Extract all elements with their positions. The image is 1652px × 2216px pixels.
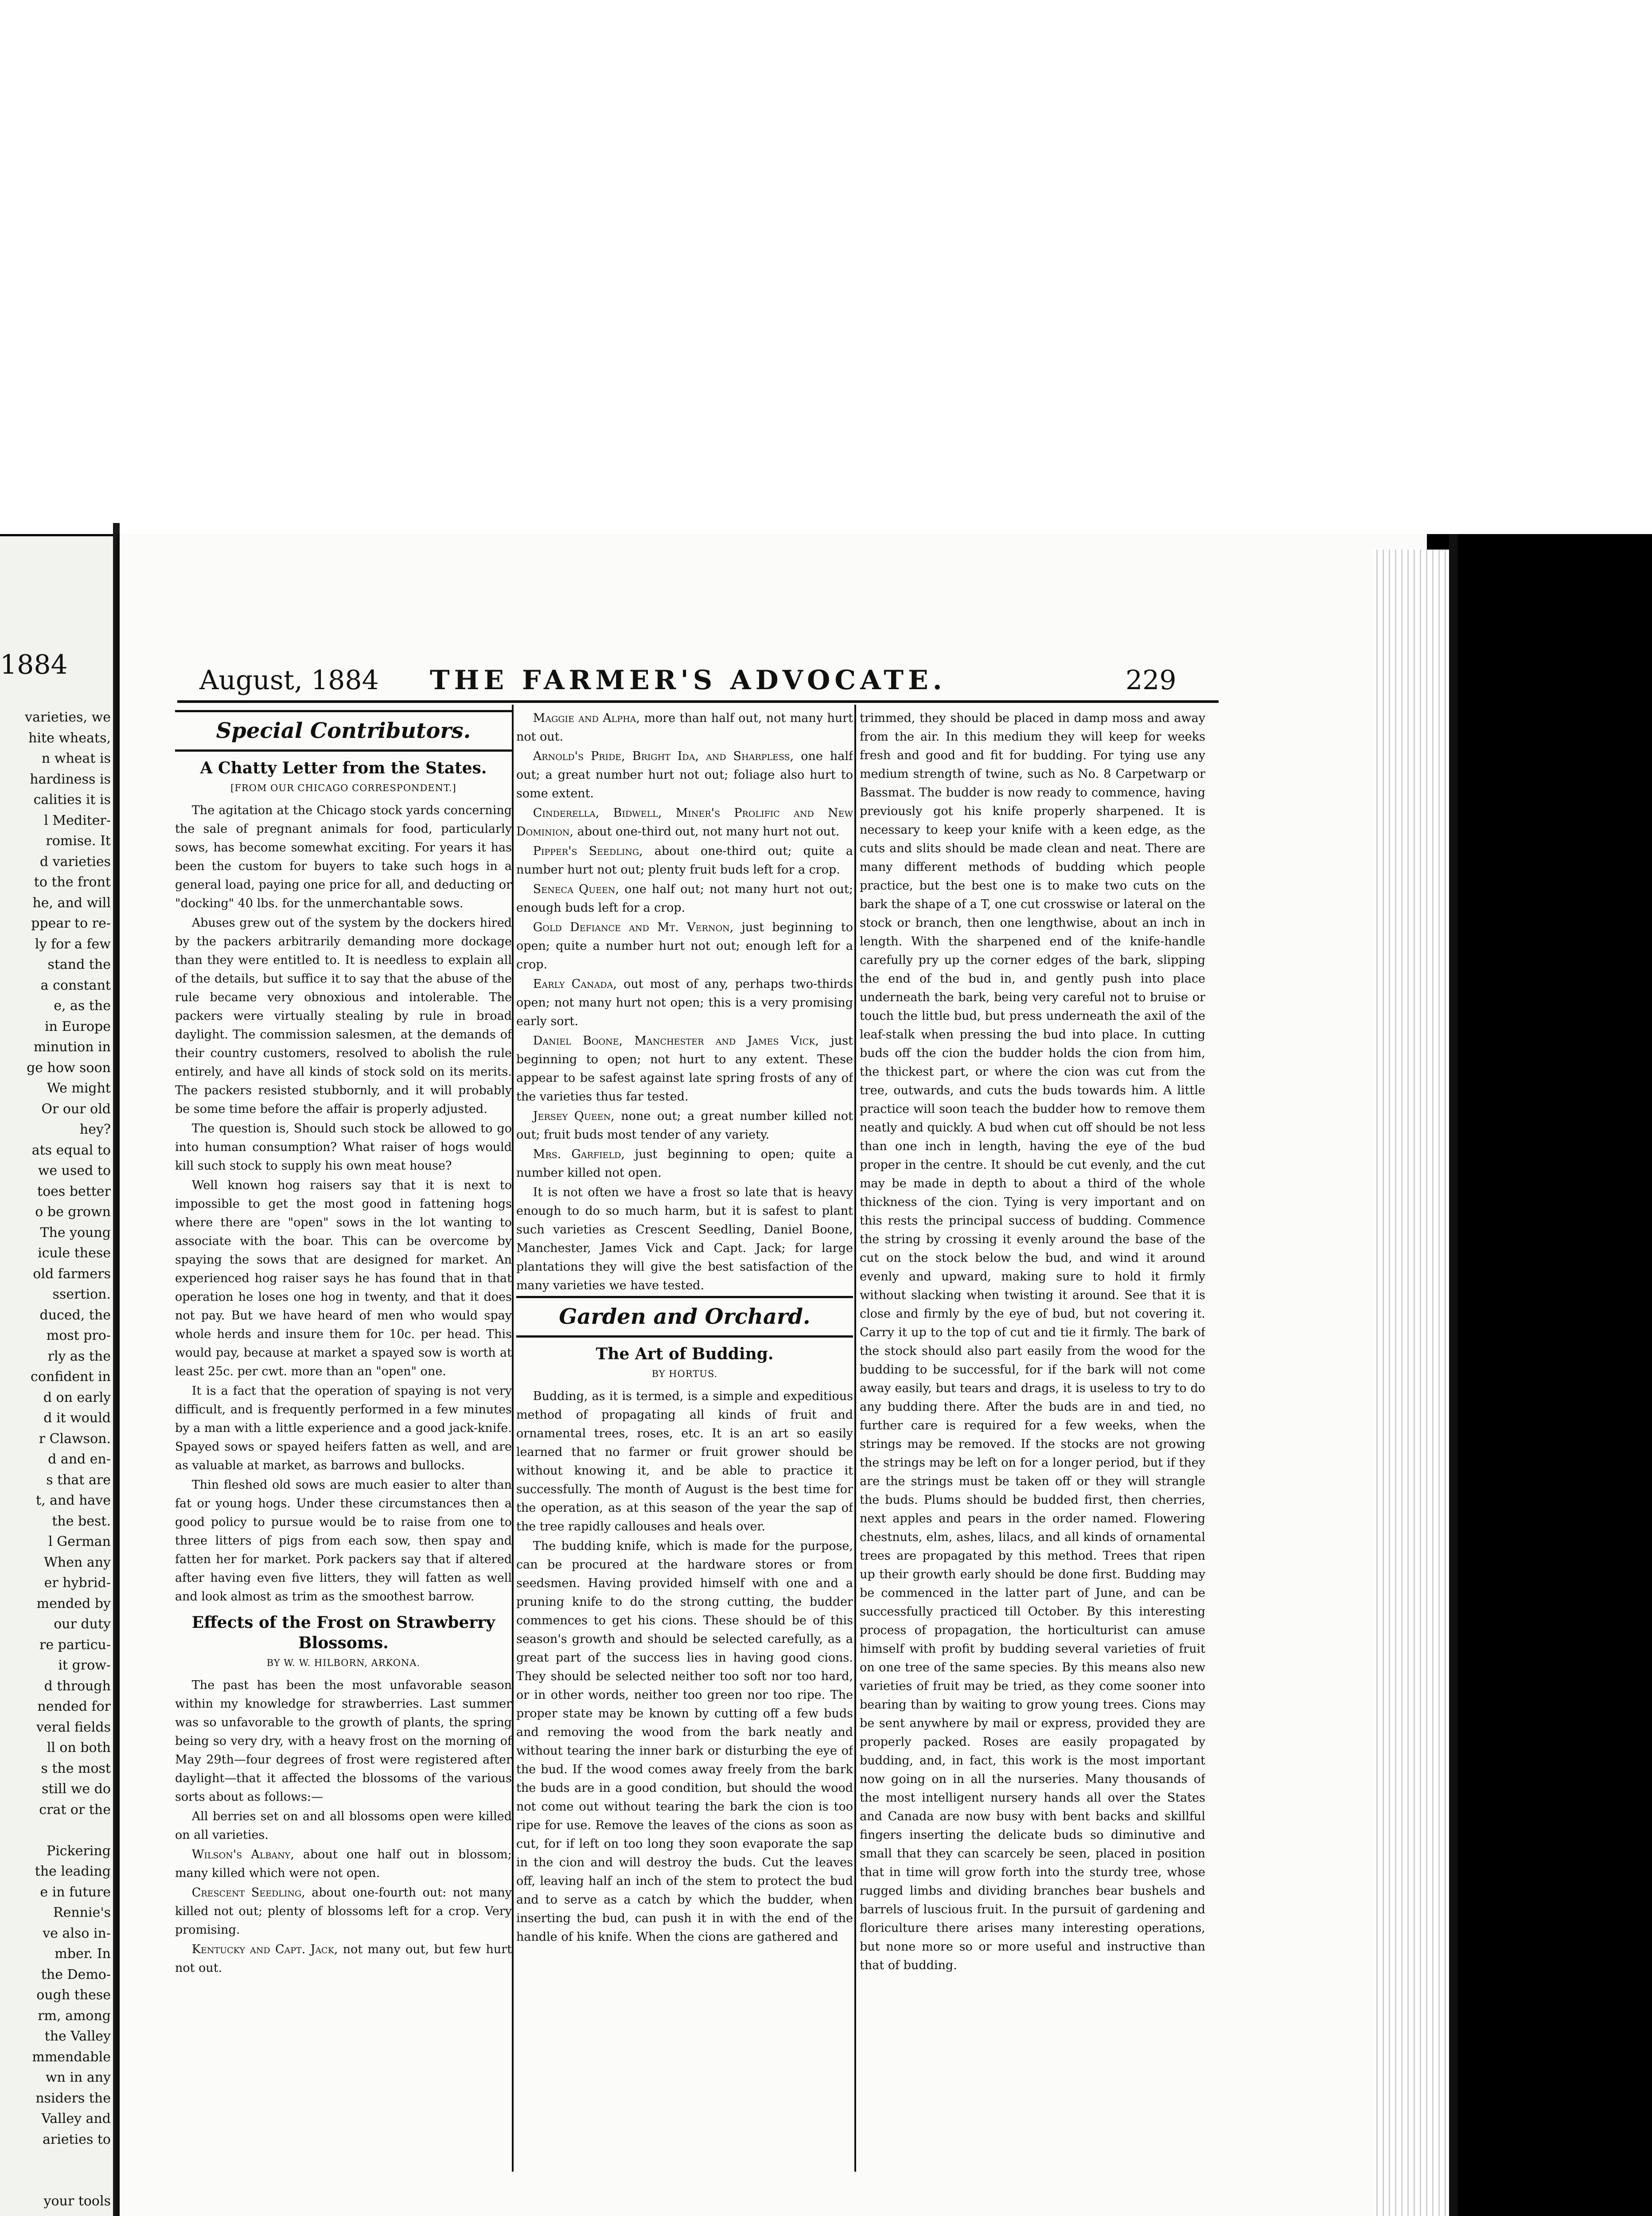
left-page-line: s that are — [46, 1472, 111, 1488]
left-page-line: Pickering — [47, 1843, 111, 1859]
left-page-line: o be grown — [35, 1204, 111, 1220]
left-page-line: icule these — [38, 1245, 111, 1261]
top-margin — [0, 0, 1652, 534]
column-2 — [516, 709, 853, 2158]
variety-name: Jersey Queen, — [533, 1109, 615, 1123]
left-page-line: our duty — [54, 1616, 111, 1632]
left-page-line: stand the — [47, 957, 111, 972]
left-page-line: ge how soon — [27, 1060, 111, 1076]
variety-entry — [516, 975, 853, 1031]
left-page-line: hite wheats, — [28, 730, 111, 746]
variety-entry — [516, 709, 853, 746]
column-rule — [854, 705, 856, 2172]
left-page-line: still we do — [41, 1781, 111, 1797]
header-date: August, 1884 — [199, 665, 379, 696]
left-page-line: ll on both — [47, 1740, 111, 1756]
left-page-line: the Valley — [44, 2029, 111, 2044]
left-page-fragment — [0, 536, 113, 2216]
variety-entry — [516, 918, 853, 974]
article-byline: [FROM OUR CHICAGO CORRESPONDENT.] — [230, 783, 456, 793]
paragraph: Thin fleshed old sows are much easier to alter than fat or young hogs. Under these circumstances then a good policy to pursue would be to raise from one to three litters of pigs from each sow, then spay and fatten her for market. Pork packers say that if altered after having even five litters, they will fatten as well and look almost as trim as the smoothest barrow. — [175, 1478, 512, 1603]
paragraph: The question is, Should such stock be allowed to go into human consumption? What raiser of hogs would kill such stock to supply his own meat house? — [175, 1122, 512, 1173]
variety-note: one half out; a great number hurt not out; foliage also hurt to some extent. — [516, 749, 853, 800]
left-page-line: d varieties — [39, 854, 111, 870]
left-page-line: s the most — [41, 1760, 111, 1776]
left-page-line: l Mediter- — [44, 812, 111, 828]
variety-note: just beginning to open; not hurt to any extent. These appear to be safest against late spring frosts of any of the varieties thus far tested. — [516, 1034, 853, 1104]
article-byline: BY HORTUS. — [651, 1369, 718, 1379]
left-page-line: nended for — [37, 1699, 111, 1714]
left-page-line: in Europe — [44, 1018, 111, 1034]
left-page-line: hardiness is — [30, 771, 111, 787]
left-page-line: ats equal to — [31, 1142, 111, 1158]
variety-name: Mrs. Garfield, — [533, 1147, 625, 1161]
left-page-line: n wheat is — [41, 751, 111, 766]
variety-list — [175, 1845, 512, 1978]
variety-entry — [516, 747, 853, 803]
variety-note: one half out; not many hurt not out; enough buds left for a crop. — [516, 882, 853, 915]
left-page-line: ve also in- — [43, 1925, 111, 1941]
left-page-line: ough these — [36, 1987, 111, 2003]
left-page-line: d and en- — [48, 1451, 111, 1467]
left-page-line: e, as the — [54, 998, 111, 1014]
left-page-line: l German — [48, 1534, 111, 1549]
left-page-line: most pro- — [46, 1328, 111, 1343]
variety-name: Arnold's Pride, Bright Ida, and Sharpless, — [533, 749, 794, 763]
variety-entry — [516, 1145, 853, 1182]
column-rule — [512, 705, 514, 2172]
column-1 — [175, 709, 512, 2158]
left-page-line: hey? — [79, 1122, 111, 1137]
left-page-line: We might — [47, 1081, 111, 1096]
variety-name: Pipper's Seedling, — [533, 844, 643, 858]
variety-entry — [516, 842, 853, 879]
left-page-line: nsiders the — [35, 2090, 111, 2106]
left-page-line: Rennie's — [53, 1905, 111, 1920]
left-page-line: toes better — [37, 1183, 111, 1199]
paragraph: Abuses grew out of the system by the dockers hired by the packers arbitrarily demanding more dockage than they were entitled to. It is needless to explain all of the details, but suffice it to say that the abuse of the rule became very obnoxious and intolerable. The packers were virtually stealing by rule in broad daylight. The commission salesmen, at the demands of their country customers, resolved to abolish the rule entirely, and have all kinds of stock sold on its merits. The packers resisted stubbornly, and it will probably be some time before the affair is properly adjusted. — [175, 916, 512, 1116]
variety-note: about one-third out, not many hurt not out. — [573, 825, 840, 839]
section-heading-special-contributors: Special Contributors. — [175, 710, 512, 752]
left-page-line: d on early — [43, 1389, 111, 1405]
left-page-line: wn in any — [45, 2070, 111, 2085]
left-page-line: varieties, we — [25, 710, 111, 725]
paragraph: The budding knife, which is made for the purpose, can be procured at the hardware stores or from seedsmen. Having provided himself with one and a pruning knife to do the strong cutting, the budder commences to get his cions. These should be of this season's growth and should be selected carefully, as a great part of the success lies in having good cions. They should be selected neither too soft nor too hard, or in other words, neither too green nor too ripe. The proper state may be known by cutting off a few buds and removing the wood from the bark neatly and without tearing the inner bark or disturbing the eye of the bud. If the wood comes away freely from the bark the buds are in a good condition, but should the wood not come out without tearing the bark the cion is too ripe for use. Remove the leaves of the cions as soon as cut, for if left on too long they soon evaporate the sap in the cion and will destroy the buds. Cut the leaves off, leaving half an inch of the stem to protect the bud and to serve as a catch by which the budder, when inserting the bud, can push it in with the end of the handle of his knife. When the cions are gathered and — [516, 1539, 853, 1944]
variety-name: Cinderella, Bidwell, Miner's Prolific and New Dominion, — [516, 806, 853, 839]
left-page-line: r Clawson. — [39, 1431, 111, 1447]
article-body-continued — [860, 709, 1205, 1975]
left-page-line: confident in — [31, 1369, 111, 1385]
left-page-line: rm, among — [38, 2008, 111, 2024]
left-page-line: ssertion. — [52, 1287, 111, 1302]
variety-entry — [516, 1032, 853, 1106]
left-page-line: ppear to re- — [31, 916, 111, 931]
left-page-line: a constant — [40, 977, 111, 993]
variety-name: Daniel Boone, Manchester and James Vick, — [533, 1034, 819, 1048]
left-page-line: The young — [40, 1225, 111, 1241]
left-page-line: we used to — [38, 1163, 111, 1178]
paragraph: All berries set on and all blossoms open were killed on all varieties. — [175, 1810, 512, 1842]
left-page-line: d it would — [43, 1410, 111, 1426]
left-page-line: er hybrid- — [44, 1575, 111, 1591]
variety-entry — [175, 1940, 512, 1978]
variety-entry — [516, 880, 853, 917]
left-page-line: duced, the — [39, 1307, 111, 1323]
variety-note: out most of any, perhaps two-thirds open; not many hurt not open; this is a very promising early sort. — [516, 977, 853, 1028]
variety-entry — [175, 1884, 512, 1939]
left-page-line: When any — [44, 1554, 111, 1570]
paragraph: trimmed, they should be placed in damp moss and away from the air. In this medium they will keep for weeks fresh and good and fit for budding. For tying use any medium strength of twine, such as No. 8 Carpetwarp or Bassmat. The budder is now ready to commence, having previously got his knife properly sharpened. It is necessary to keep your knife with a keen edge, as the cuts and slits should be made clean and neat. There are many different methods of budding which people practice, but the best one is to make two cuts on the bark the shape of a T, one cut crosswise or lateral on the stock or branch, then one lengthwise, about an inch in length. With the sharpened end of the knife-handle carefully pry up the corner edges of the bark, slipping the end of the bud in, and gently push into place underneath the bark, being very careful not to bruise or touch the little bud, but press underneath the axil of the leaf-stalk when pressing the bud into place. In cutting buds off the cion the budder holds the cion from him, the thickest part, or where the cion was cut from the tree, outwards, and cuts the buds towards him. A little practice will soon teach the budder how to remove them neatly and quickly. A bud when cut off should be not less than one inch in length, having the eye of the bud proper in the centre. It should be cut evenly, and the cut may be made in depth to about a third of the whole thickness of the cion. Tying is very important and on this rests the principal success of budding. Commence the string by crossing it evenly around the base of the cut on the stock below the bud, and wind it around evenly and upward, making sure to hold it firmly without slacking when twisting it around. See that it is close and firmly by the eye of bud, but not covering it. Carry it up to the top of cut and tie it firmly. The bark of the stock should also part easily from the wood for the budding to be successful, for if the bark will not come away easily, but tears and drags, it is useless to try to do any budding there. After the buds are in and tied, no further care is required for a few weeks, when the strings may be removed. If the stocks are not growing the strings may be left on for a longer period, but if they are the strings must be taken off or they will strangle the buds. Plums should be budded first, then cherries, next apples and pears in the order named. Flowering chestnuts, elm, ashes, lilacs, and all kinds of ornamental trees are propagated by this method. Trees that ripen up their growth early should be done first. Budding may be commenced in the latter part of June, and can be successfully practiced till October. By this interesting process of propagation, the horticulturist can amuse himself with profit by budding several varieties of fruit on one tree of the same species. By this means also new varieties of fruit may be tried, as they come sooner into bearing than by waiting to grow young trees. Cions may be sent anywhere by mail or express, provided they are properly packed. Roses are easily propagated by budding, and, in fact, this work is the most important now going on in all the nurseries. Many thousands of the most intelligent nursery hands all over the States and Canada are now busy with bent backs and skillful fingers inserting the delicate buds so diminutive and small that they can scarcely be seen, placed in position that in time will grow forth into the sturdy tree, whose rugged limbs and dividing branches bear bushels and barrels of luscious fruit. In the pursuit of gardening and floriculture there arises many interesting operations, but none more so or more useful and instructive than that of budding. — [860, 711, 1205, 1972]
variety-note: just beginning to open; quite a number hurt not out; enough left for a crop. — [516, 921, 853, 971]
left-page-line: the leading — [35, 1864, 111, 1879]
section-heading-garden-orchard: Garden and Orchard. — [516, 1296, 853, 1338]
book-cover-edge — [1449, 534, 1458, 2216]
paragraph: The past has been the most unfavorable season within my knowledge for strawberries. Last summer was so unfavorable to the growth of plants, the spring being so very dry, with a heavy frost on the morning of May 29th—four degrees of frost were registered after daylight—that it affected the blossoms of the various sorts about as follows:— — [175, 1678, 512, 1804]
page-number: 229 — [1126, 665, 1177, 696]
variety-name: Maggie and Alpha, — [533, 711, 640, 725]
left-page-line: your tools — [43, 2193, 111, 2209]
left-page-line: it grow- — [58, 1658, 111, 1673]
left-page-line: calities it is — [33, 792, 111, 808]
article-title-frost-strawberry: Effects of the Frost on Strawberry Blossoms. — [191, 1613, 495, 1652]
left-page-line: re particu- — [39, 1637, 111, 1653]
left-page-line: romise. It — [46, 833, 111, 849]
variety-note: about one-third out; quite a number hurt not out; plenty fruit buds left for a crop. — [516, 844, 853, 877]
left-page-line: arieties to — [42, 2131, 111, 2147]
left-page-line: he, and will — [32, 895, 111, 911]
variety-name: Kentucky and Capt. Jack, — [191, 1943, 338, 1956]
paragraph: Budding, as it is termed, is a simple and expeditious method of propagating all kinds of fruit and ornamental trees, roses, etc. It is an art so easily learned that no farmer or fruit grower should be without knowing it, and be able to practice it successfully. The month of August is the best time for the operation, as at this season of the year the sap of the tree rapidly callouses and heals over. — [516, 1389, 853, 1533]
article-body — [516, 1387, 853, 1947]
left-page-line: ly for a few — [35, 936, 111, 952]
left-page-year: 1884 — [0, 649, 68, 680]
left-page-line: Or our old — [41, 1101, 111, 1117]
article-title-chatty-letter: A Chatty Letter from the States. — [200, 759, 487, 777]
variety-name: Seneca Queen, — [533, 882, 620, 896]
variety-note: not many out, but few hurt not out. — [175, 1943, 512, 1975]
variety-entry — [516, 1107, 853, 1144]
variety-name: Wilson's Albany, — [191, 1848, 294, 1861]
article-body — [175, 1676, 512, 1845]
variety-entry — [175, 1845, 512, 1883]
left-page-line: crat or the — [39, 1802, 111, 1818]
left-page-line: to the front — [34, 874, 111, 890]
variety-note: just beginning to open; quite a number killed not open. — [516, 1147, 853, 1180]
variety-name: Early Canada, — [533, 977, 617, 991]
paragraph: The agitation at the Chicago stock yards concerning the sale of pregnant animals for food, particularly sows, has become somewhat exciting. For years it has been the custom for buyers to take such hogs in a general load, paying one price for all, and deducting or "docking" 40 lbs. for the unmerchantable sows. — [175, 804, 512, 910]
left-page-line: Valley and — [41, 2111, 111, 2126]
left-page-line: the Demo- — [41, 1966, 111, 1982]
variety-entry — [516, 804, 853, 841]
page-edges — [1374, 550, 1449, 2216]
left-page-line: rly as the — [47, 1348, 111, 1364]
variety-note: more than half out, not many hurt not out. — [516, 711, 853, 744]
variety-list — [516, 709, 853, 1182]
paragraph: Well known hog raisers say that it is next to impossible to get the most good in fattening hogs where there are "open" sows in the lot wanting to associate with the boar. This can be overcome by spaying the sows that are designed for market. An experienced hog raiser says he has found that in that operation he loses one hog in twenty, and that it does not pay. But we have heard of men who would spay whole herds and insure them for 10c. per head. This would pay, because at market a spayed sow is worth at least 25c. per cwt. more than an "open" one. — [175, 1178, 512, 1378]
closing-paragraph: It is not often we have a frost so late that is heavy enough to do so much harm, but it is safest to plant such varieties as Crescent Seedling, Daniel Boone, Manchester, James Vick and Capt. Jack; for large plantations they will give the best satisfaction of the many varieties we have tested. — [516, 1186, 853, 1292]
variety-name: Crescent Seedling, — [191, 1886, 305, 1900]
variety-note: none out; a great number killed not out; fruit buds most tender of any variety. — [516, 1109, 853, 1142]
paragraph: It is a fact that the operation of spaying is not very difficult, and is frequently performed in a few minutes by a man with a little experience and a good jack-knife. Spayed sows or spayed heifers fatten as well, and are as valuable at market, as barrows and bullocks. — [175, 1384, 512, 1472]
article-title-art-of-budding: The Art of Budding. — [596, 1345, 774, 1363]
article-body — [175, 801, 512, 1606]
header-rule — [177, 700, 1219, 703]
left-page-line: the best. — [52, 1513, 111, 1529]
column-3 — [860, 709, 1205, 2158]
header-title: THE FARMER'S ADVOCATE. — [430, 665, 947, 696]
left-page-line: minution in — [33, 1039, 111, 1055]
left-page-line: mber. In — [55, 1946, 111, 1962]
variety-note: about one-fourth out: not many killed not out; plenty of blossoms left for a crop. Very promising. — [175, 1886, 512, 1937]
article-byline: BY W. W. HILBORN, ARKONA. — [266, 1658, 421, 1668]
left-page-line: mmendable — [32, 2049, 111, 2065]
left-page-line: veral fields — [36, 1719, 111, 1735]
variety-name: Gold Defiance and Mt. Vernon, — [533, 921, 734, 934]
left-page-line: mended by — [36, 1596, 111, 1611]
left-page-line: e in future — [40, 1884, 111, 1900]
variety-note: about one half out in blossom; many killed which were not open. — [175, 1848, 512, 1880]
left-page-line: t, and have — [36, 1493, 111, 1508]
left-page-line: d through — [44, 1678, 111, 1694]
left-page-line: old farmers — [33, 1266, 111, 1282]
